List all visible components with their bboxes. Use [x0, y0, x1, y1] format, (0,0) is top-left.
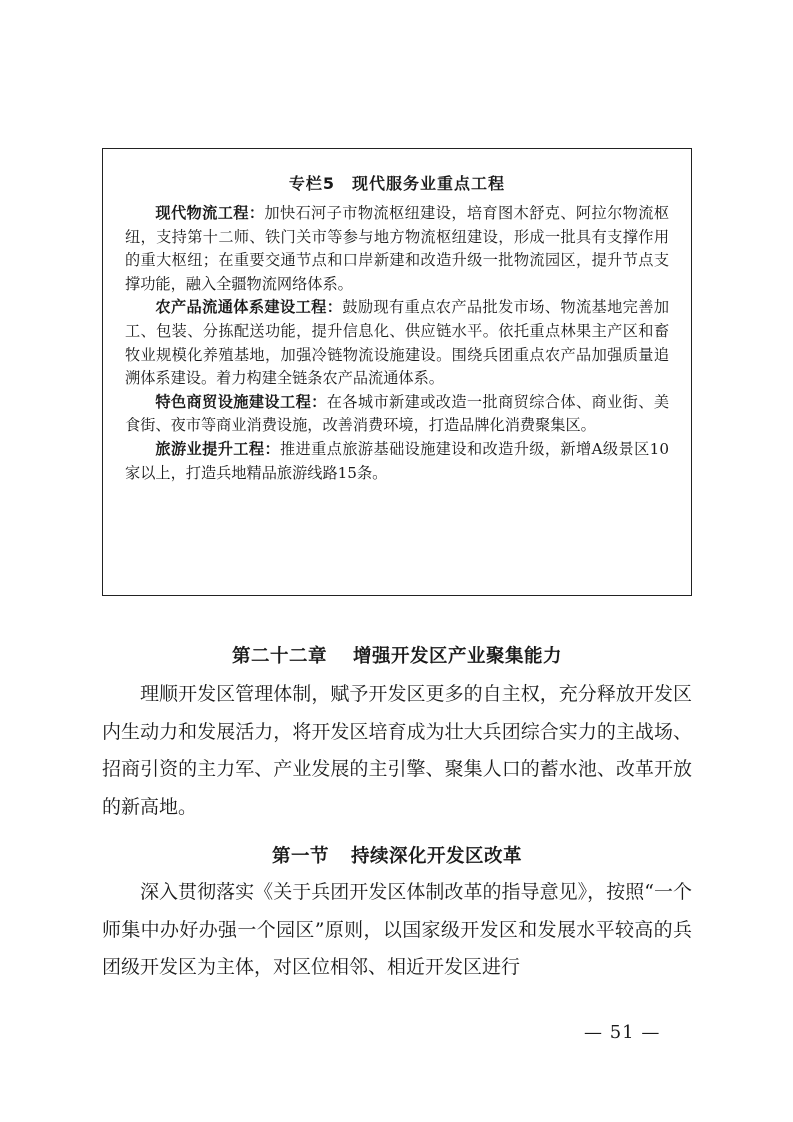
box-item-heading: 现代物流工程： — [155, 204, 265, 222]
box-item-heading: 农产品流通体系建设工程： — [155, 298, 343, 317]
box-item-heading: 特色商贸设施建设工程： — [155, 392, 327, 411]
chapter-heading — [102, 642, 692, 668]
section-number: 第一节 — [271, 846, 329, 867]
box-title: 专栏5 现代服务业重点工程 — [288, 174, 506, 193]
box-item-text: 鼓励现有重点农产品批发市场、物流基地完善加工、包装、分拣配送功能，提升信息化、供应链水平。依托重点林果主产区和畜牧业规模化养殖基地，加强冷链物流设施建设。围绕兵团重点农产品加强质量追溯体系建设。着力构建全链条农产品流通体系。 — [125, 298, 670, 388]
box-item-logistics — [125, 202, 669, 296]
box-item-heading: 旅游业提升工程： — [155, 439, 281, 458]
special-column-box — [102, 148, 692, 596]
section-title: 持续深化开发区改革 — [351, 846, 523, 867]
section-heading — [102, 842, 692, 868]
box-item-text: 在各城市新建或改造一批商贸综合体、商业街、美食街、夜市等商业消费设施，改善消费环境，打造品牌化消费聚集区。 — [125, 392, 670, 435]
page-number: — 51 — — [584, 1022, 661, 1043]
chapter-paragraph: 理顺开发区管理体制，赋予开发区更多的自主权，充分释放开发区内生动力和发展活力，将开发区培育成为壮大兵团综合实力的主战场、招商引资的主力军、产业发展的主引擎、聚集人口的蓄水池、改革开放的新高地。 — [102, 683, 692, 818]
box-item-agri-circulation — [125, 296, 669, 390]
box-item-tourism — [125, 438, 669, 485]
box-item-text: 加快石河子市物流枢纽建设，培育图木舒克、阿拉尔物流枢纽，支持第十二师、铁门关市等参与地方物流枢纽建设，形成一批具有支撑作用的重大枢纽；在重要交通节点和口岸新建和改造升级一批物流园区，提升节点支撑功能，融入全疆物流网络体系。 — [125, 204, 670, 293]
section-paragraph: 深入贯彻落实《关于兵团开发区体制改革的指导意见》，按照“一个师集中办好办强一个园区”原则，以国家级开发区和发展水平较高的兵团级开发区为主体，对区位相邻、相近开发区进行 — [102, 881, 692, 978]
chapter-title: 增强开发区产业聚集能力 — [353, 646, 563, 667]
chapter-number: 第二十二章 — [231, 646, 327, 667]
box-item-commerce-facilities — [125, 391, 669, 438]
box-item-text: 推进重点旅游基础设施建设和改造升级，新增A级景区10家以上，打造兵地精品旅游线路15条。 — [125, 439, 669, 482]
